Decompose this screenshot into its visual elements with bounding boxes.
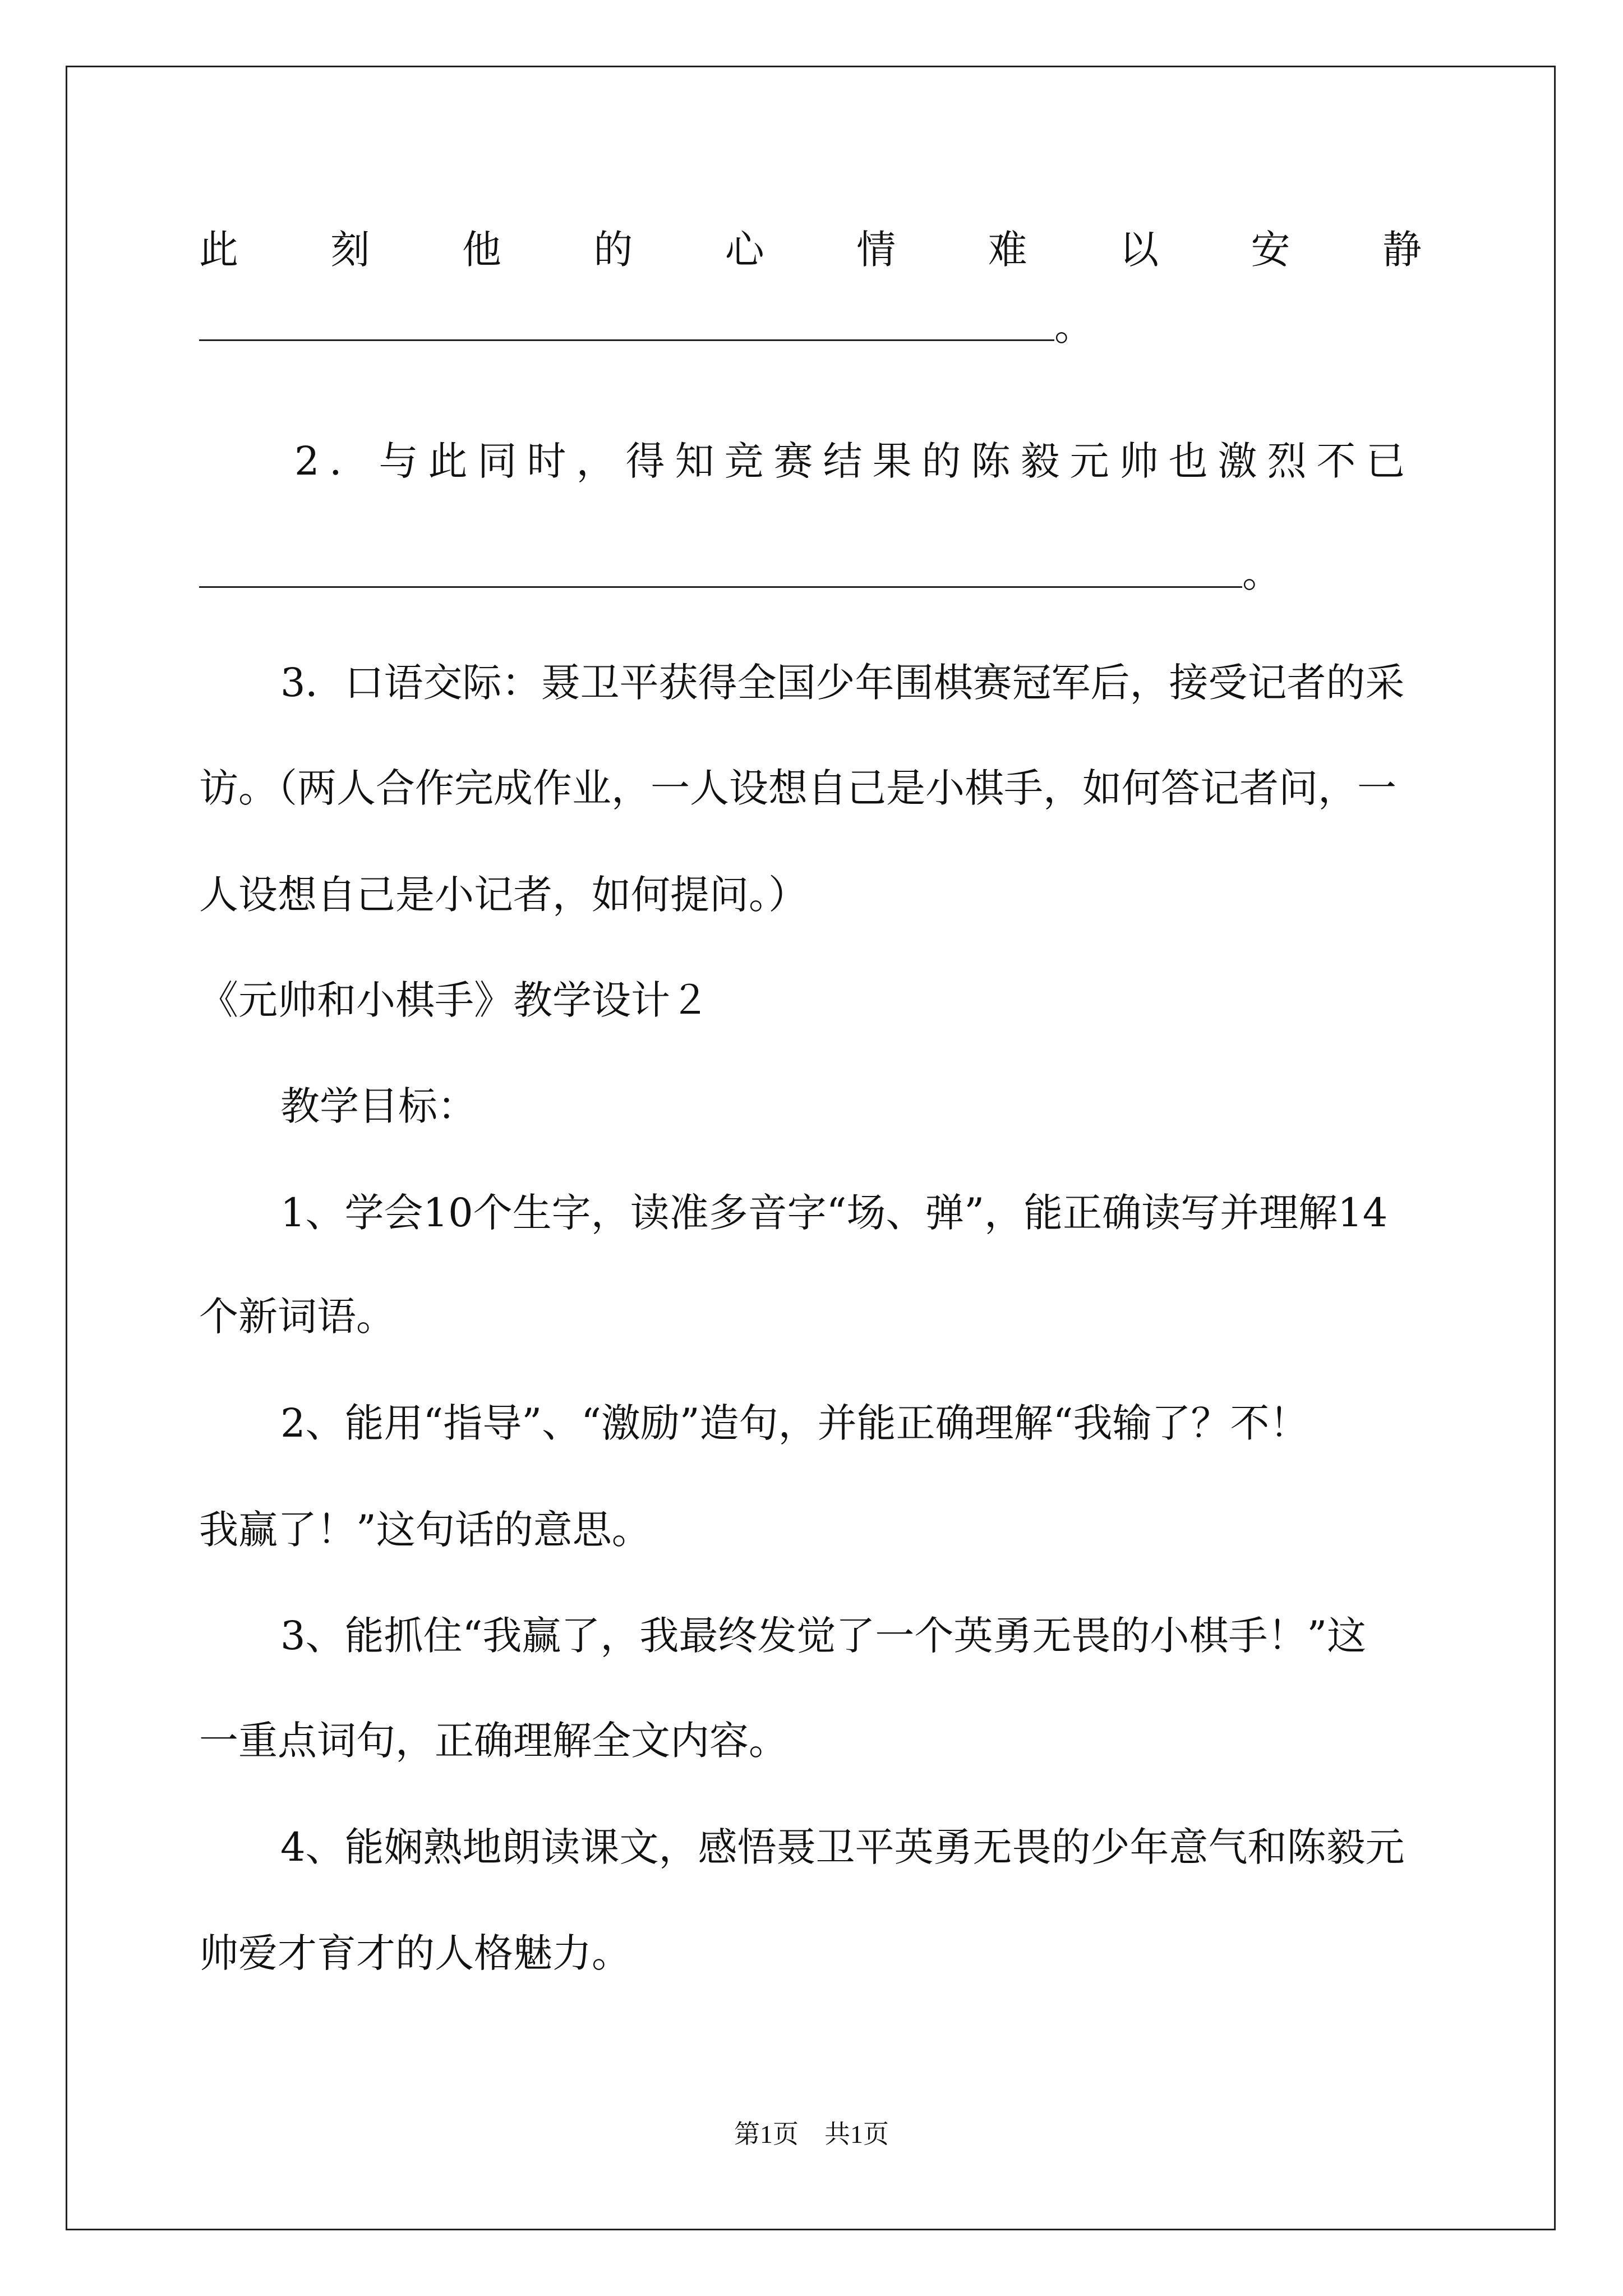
paragraph-line: 个新词语。 [199,1294,395,1340]
blank-end-punctuation: 。 [1054,303,1094,349]
char: 难 [988,227,1027,273]
paragraph-line: 我赢了！”这句话的意思。 [199,1507,651,1553]
char: 刻 [330,227,370,273]
char: 情 [856,227,896,273]
section-title: 《元帅和小棋手》教学设计２ [199,977,709,1023]
goal-item: 4、能娴熟地朗读课文，感悟聂卫平英勇无畏的少年意气和陈毅元 [280,1824,1405,1870]
paragraph-line: 一重点词句，正确理解全文内容。 [199,1718,788,1764]
paragraph-line: 帅爱才育才的人格魅力。 [199,1930,631,1976]
char: 此 [199,227,238,273]
char: 以 [1119,227,1159,273]
goal-item: 1、学会10个生字，读准多音字“场、弹”，能正确读写并理解14 [280,1190,1388,1236]
fill-in-blank-line [199,545,1422,601]
blank-rule [199,586,1242,588]
heading-teaching-goals: 教学目标： [280,1083,477,1129]
blank-end-punctuation: 。 [1242,550,1281,596]
text-line-spread [199,222,1422,278]
goal-item: 3、能抓住“我赢了，我最终发觉了一个英勇无畏的小棋手！”这 [280,1613,1367,1659]
blank-rule [199,339,1054,341]
page-footer: 第1页 共1页 [734,2120,889,2148]
char: 的 [593,227,633,273]
paragraph-line: 人设想自己是小记者，如何提问。） [199,872,808,918]
char: 心 [725,227,764,273]
question-2: 2．与此同时，得知竞赛结果的陈毅元帅也激烈不已 [294,438,1415,484]
paragraph-line: 访。（两人合作完成作业，一人设想自己是小棋手，如何答记者问，一 [199,765,1396,811]
char: 安 [1251,227,1290,273]
question-3: 3．口语交际：聂卫平获得全国少年围棋赛冠军后，接受记者的采 [280,660,1405,706]
goal-item: 2、能用“指导”、“激励”造句，并能正确理解“我输了？不！ [280,1400,1309,1446]
char: 他 [462,227,501,273]
char: 静 [1382,227,1422,273]
page-border [66,66,1556,2230]
fill-in-blank-line [199,298,1422,355]
